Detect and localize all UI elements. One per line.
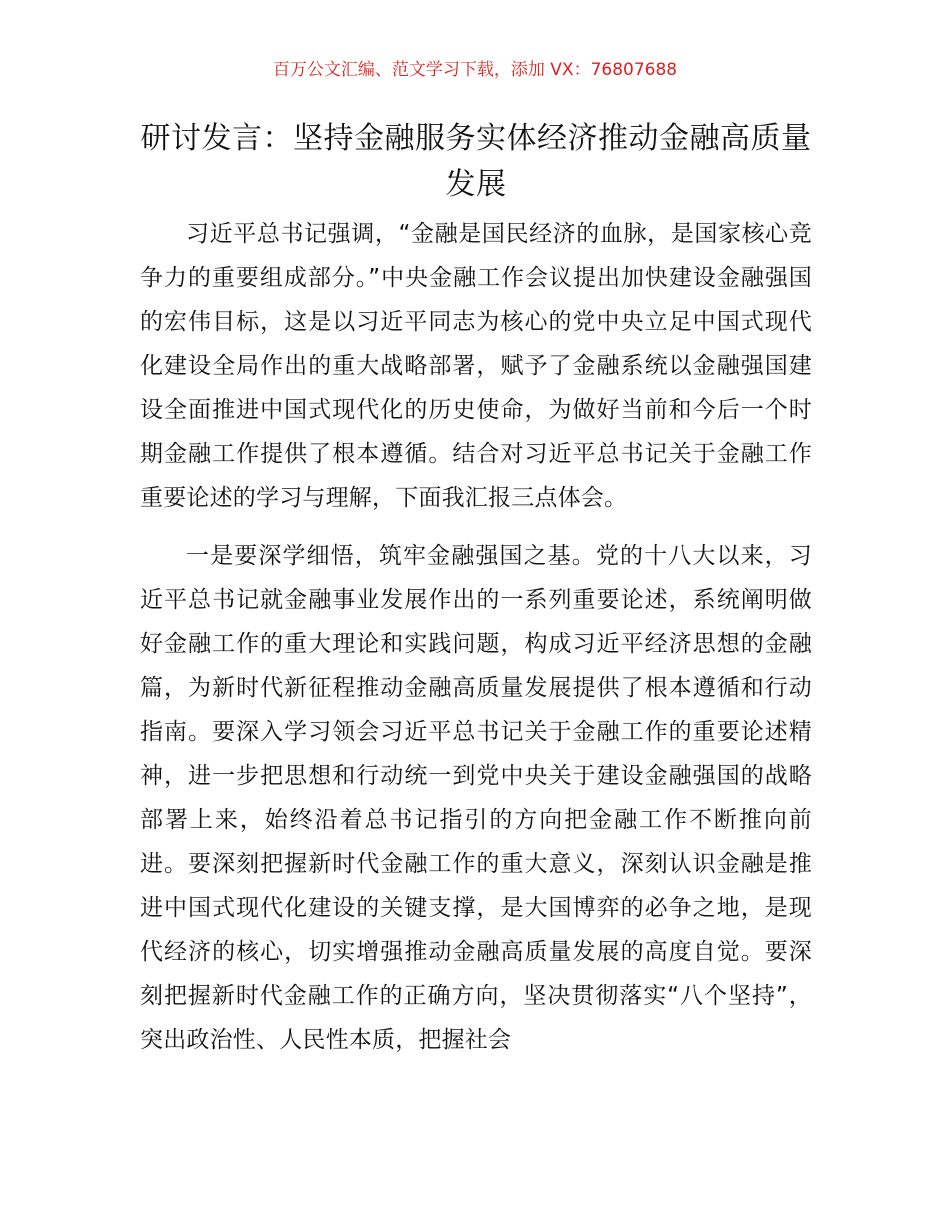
document-title: 研讨发言：坚持金融服务实体经济推动金融高质量发展 [140,121,812,202]
paragraph-point-one: 一是要深学细悟，筑牢金融强国之基。党的十八大以来，习近平总书记就金融事业发展作出的一系列重要论述，系统阐明做好金融工作的重大理论和实践问题，构成习近平经济思想的金融篇，为新时代新征程推动金融高质量发展提供了根本遵循和行动指南。要深入学习领会习近平总书记关于金融工作的重要论述精神，进一步把思想和行动统一到党中央关于建设金融强国的战略部署上来，始终沿着总书记指引的方向把金融工作不断推向前进。要深刻把握新时代金融工作的重大意义，深刻认识金融是推进中国式现代化建设的关键支撑，是大国博弈的必争之地，是现代经济的核心，切实增强推动金融高质量发展的高度自觉。要深刻把握新时代金融工作的正确方向，坚决贯彻落实“八个坚持”，突出政治性、人民性本质，把握社会 [140,543,812,1053]
paragraph-intro: 习近平总书记强调，“金融是国民经济的血脉，是国家核心竞争力的重要组成部分。”中央金融工作会议提出加快建设金融强国的宏伟目标，这是以习近平同志为核心的党中央立足中国式现代化建设全局作出的重大战略部署，赋予了金融系统以金融强国建设全面推进中国式现代化的历史使命，为做好当前和今后一个时期金融工作提供了根本遵循。结合对习近平总书记关于金融工作重要论述的学习与理解，下面我汇报三点体会。 [140,221,812,511]
header-banner: 百万公文汇编、范文学习下载，添加 VX：76807688 [272,60,678,80]
document-body [140,212,812,1076]
